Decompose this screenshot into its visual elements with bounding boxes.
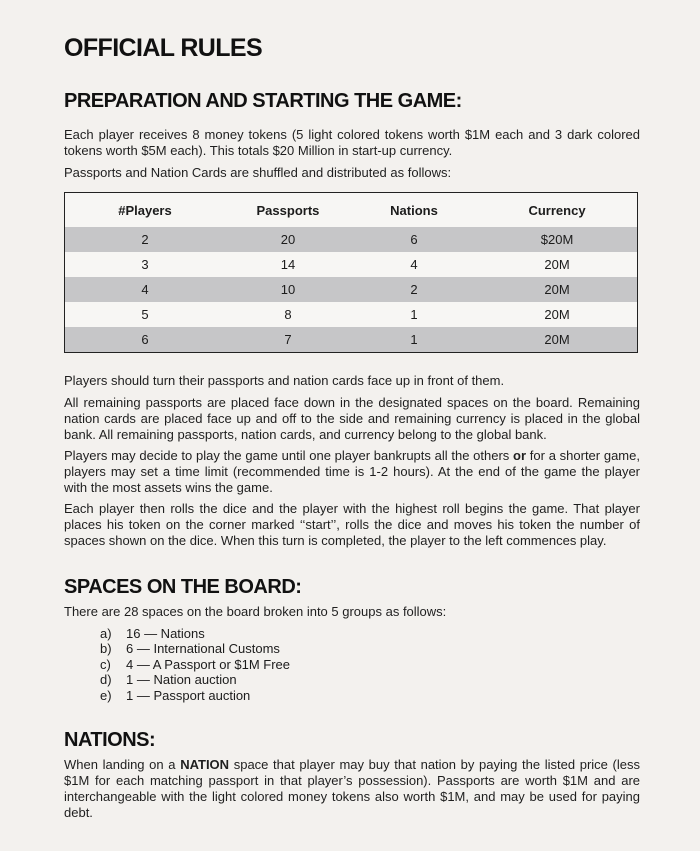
list-item bbox=[100, 672, 290, 687]
paragraph-nations bbox=[64, 757, 640, 821]
cell-passports: 7 bbox=[225, 327, 351, 353]
distribution-table bbox=[64, 192, 638, 353]
paragraph-spaces-intro: There are 28 spaces on the board broken into 5 groups as follows: bbox=[64, 604, 447, 619]
cell-currency: 20M bbox=[477, 327, 637, 353]
cell-players: 2 bbox=[65, 227, 225, 252]
cell-currency: 20M bbox=[477, 277, 637, 302]
paragraph-starting-play: Each player then rolls the dice and the player with the highest roll begins the game. That player places his token on the corner marked ‘‘start’’, rolls the dice and moves his token the number of spaces shown on the dice. When this turn is completed, the player to the left commences play. bbox=[64, 501, 640, 548]
paragraph-money-tokens: Each player receives 8 money tokens (5 light colored tokens worth $1M each and 3 dark colored tokens worth $5M each). This totals $20 Million in start-up currency. bbox=[64, 127, 640, 158]
header-currency: Currency bbox=[528, 202, 586, 218]
list-item bbox=[100, 641, 290, 656]
list-item-text: 4 — A Passport or $1M Free bbox=[126, 656, 291, 672]
cell-players: 5 bbox=[141, 307, 149, 322]
game-length-text-c: for a shorter game, players may set a time limit (recommended time is 1-2 hours). At the end of the game the player with the most assets wins the game. bbox=[64, 448, 640, 495]
list-item-text: 6 — International Customs bbox=[126, 641, 280, 657]
section-heading-nations: NATIONS: bbox=[64, 729, 156, 751]
list-item-label: c) bbox=[100, 656, 111, 672]
page-title: OFFICIAL RULES bbox=[64, 34, 263, 62]
header-nations: Nations bbox=[390, 202, 438, 218]
list-item-text: 1 — Passport auction bbox=[126, 687, 251, 703]
list-item-label: d) bbox=[100, 672, 112, 688]
list-item-text: 16 — Nations bbox=[126, 626, 205, 641]
nations-text-c: space that player may buy that nation by paying the listed price (less $1M for each matching passport in that player’s possession). Passports are worth $1M and are interchangeable with the light colored money tokens also worth $1M, and may be used for paying debt. bbox=[64, 757, 640, 820]
game-length-or: or bbox=[513, 448, 527, 463]
cell-nations: 6 bbox=[351, 227, 477, 252]
list-item-text: 1 — Nation auction bbox=[126, 672, 237, 688]
cell-passports: 10 bbox=[225, 277, 351, 302]
cell-players: 6 bbox=[65, 327, 225, 353]
cell-currency: $20M bbox=[477, 227, 637, 252]
cell-players: 4 bbox=[65, 277, 225, 302]
nations-keyword: NATION bbox=[180, 757, 230, 772]
list-item-label: a) bbox=[100, 626, 112, 641]
header-passports: Passports bbox=[256, 202, 320, 218]
cell-passports: 8 bbox=[284, 307, 292, 322]
cell-currency: 20M bbox=[544, 307, 570, 322]
paragraph-distribution: Passports and Nation Cards are shuffled and distributed as follows: bbox=[64, 165, 452, 180]
game-length-text-a: Players may decide to play the game until one player bankrupts all the others bbox=[64, 448, 514, 463]
table-header-row bbox=[65, 193, 638, 228]
nations-text-a: When landing on a bbox=[64, 757, 181, 772]
paragraph-remaining: All remaining passports are placed face down in the designated spaces on the board. Remaining nation cards are placed face up and off to the side and remaining currency is placed in the global bank. All remaining passports, nation cards, and currency belong to the global bank. bbox=[64, 395, 640, 442]
section-heading-preparation: PREPARATION AND STARTING THE GAME: bbox=[64, 90, 462, 112]
list-item-label: b) bbox=[100, 641, 112, 657]
header-players: #Players bbox=[118, 202, 172, 218]
cell-nations: 4 bbox=[410, 257, 418, 272]
cell-nations: 1 bbox=[351, 327, 477, 353]
list-item bbox=[100, 657, 290, 672]
cell-currency: 20M bbox=[544, 257, 570, 272]
spaces-list bbox=[100, 626, 290, 703]
paragraph-game-length bbox=[64, 448, 640, 496]
cell-passports: 14 bbox=[280, 257, 296, 272]
table-row bbox=[65, 327, 638, 353]
list-item-label: e) bbox=[100, 687, 112, 703]
cell-players: 3 bbox=[141, 257, 149, 272]
cell-passports: 20 bbox=[225, 227, 351, 252]
table-row bbox=[65, 277, 638, 302]
table-row bbox=[65, 227, 638, 252]
table-row bbox=[65, 302, 638, 327]
cell-nations: 2 bbox=[351, 277, 477, 302]
cell-nations: 1 bbox=[410, 307, 418, 322]
list-item bbox=[100, 626, 290, 641]
section-heading-spaces: SPACES ON THE BOARD: bbox=[64, 576, 302, 598]
table-row bbox=[65, 252, 638, 277]
paragraph-face-up: Players should turn their passports and nation cards face up in front of them. bbox=[64, 373, 505, 388]
list-item bbox=[100, 688, 290, 703]
